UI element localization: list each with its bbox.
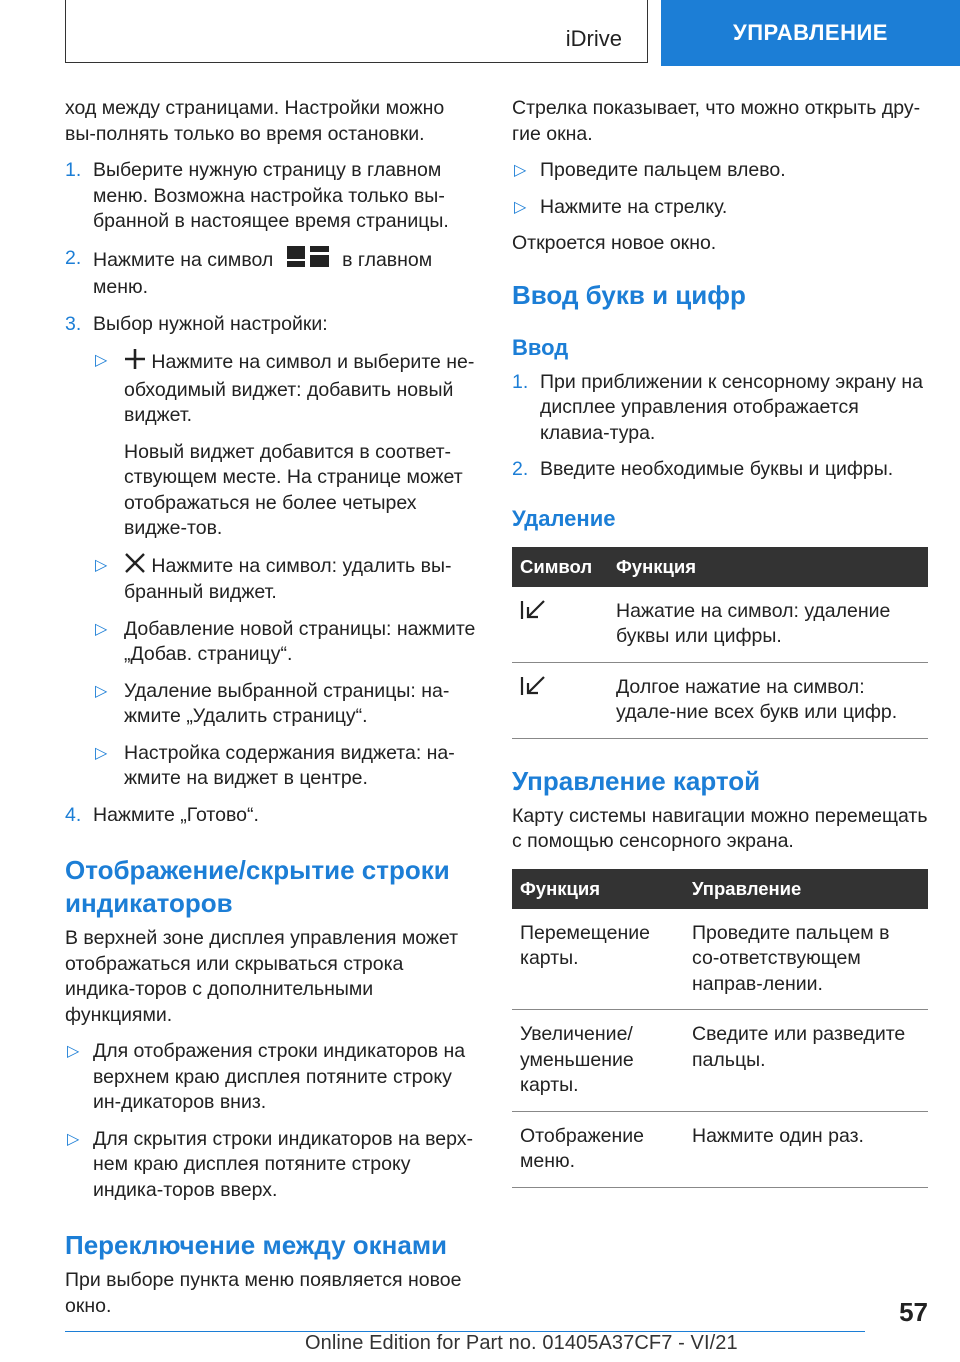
left-column: [65, 96, 477, 1330]
add-widget-note: Новый виджет добавится в соответ-ствующем месте. На странице может отображаться не более четырех видже-тов.: [124, 440, 463, 539]
backspace-icon: [520, 599, 546, 629]
symbol-cell: [512, 662, 608, 738]
table-header-function: Функция: [608, 547, 928, 587]
heading-enter: Ввод: [512, 334, 569, 360]
status-bar-paragraph: В верхней зоне дисплея управления может отображаться или скрываться строка индика-торов с дополнительными функциями.: [65, 927, 459, 1026]
bullet-delete-page: [93, 679, 477, 730]
control-cell: Сведите или разведите пальцы.: [684, 1010, 928, 1112]
step-text: Выбор нужной настройки:: [93, 312, 328, 335]
bullet-text: Нажмите на символ и выберите не-обходимый виджет: добавить новый виджет.: [124, 350, 475, 426]
enter-step-1: [512, 370, 928, 447]
close-x-icon: [124, 553, 146, 581]
table-row: [512, 1111, 928, 1187]
step-text: Нажмите „Готово“.: [93, 803, 259, 826]
step-number: 1.: [65, 159, 82, 181]
bullet-swipe-left: [512, 158, 928, 184]
step-text-before: Нажмите на символ: [93, 248, 274, 271]
step-4: [65, 803, 477, 829]
function-cell: Нажатие на символ: удаление буквы или цифры.: [608, 587, 928, 663]
step-number: 3.: [65, 312, 82, 335]
function-cell: Перемещение карты.: [512, 909, 684, 1010]
delete-table: [512, 547, 928, 739]
function-cell: Увеличение/ уменьшение карты.: [512, 1010, 684, 1112]
heading-input-letters: Ввод букв и цифр: [512, 279, 746, 310]
step-text: Введите необходимые буквы и цифры.: [540, 458, 894, 480]
footer-edition: Online Edition for Part no. 01405A37CF7 - VI/21: [305, 1332, 738, 1354]
control-cell: Нажмите один раз.: [684, 1111, 928, 1187]
map-table: [512, 869, 928, 1188]
step-3: [65, 312, 477, 792]
right-column: [512, 96, 928, 1188]
bullet-text: Нажмите на символ: удалить вы-бранный виджет.: [124, 554, 452, 603]
step-number: 4.: [65, 803, 82, 826]
step-text-after: в главном меню.: [93, 248, 433, 298]
table-row: [512, 1010, 928, 1112]
switch-windows-paragraph: При выборе пункта меню появляется новое окно.: [65, 1269, 462, 1317]
bullet-text: Настройка содержания виджета: на-жмите на виджет в центре.: [124, 741, 455, 789]
table-header-function: Функция: [512, 869, 684, 909]
bullet-tap-arrow: [512, 195, 928, 221]
table-row: [512, 909, 928, 1010]
triangle-bullet-icon: ▷: [95, 556, 108, 574]
arrow-paragraph: Стрелка показывает, что можно открыть дру-гие окна.: [512, 97, 921, 145]
table-row: [512, 662, 928, 738]
triangle-bullet-icon: ▷: [95, 352, 108, 369]
header-frame: [65, 0, 648, 63]
plus-icon: [124, 348, 146, 378]
bullet-text: Для отображения строки индикаторов на верхнем краю дисплея потяните строку ин-дикаторов вниз.: [93, 1040, 466, 1113]
bullet-text: Нажмите на стрелку.: [540, 195, 728, 218]
table-row: [512, 587, 928, 663]
enter-step-2: [512, 457, 928, 483]
heading-delete: Удаление: [512, 505, 616, 531]
bullet-text: Проведите пальцем влево.: [540, 159, 786, 181]
bullet-add-page: [93, 617, 477, 668]
triangle-bullet-icon: ▷: [95, 620, 108, 638]
page-grid-icon: [285, 246, 331, 276]
sub-list: [93, 348, 477, 792]
step-number: 1.: [512, 370, 529, 393]
triangle-bullet-icon: ▷: [95, 682, 108, 700]
table-header-control: Управление: [684, 869, 928, 909]
bullet-text: Удаление выбранной страницы: на-жмите „Удалить страницу“.: [124, 679, 450, 727]
bullet-configure-widget: [93, 741, 477, 792]
bullet-show-status: [65, 1039, 477, 1116]
function-cell: Долгое нажатие на символ: удале-ние всех букв или цифр.: [608, 662, 928, 738]
step-1: [65, 158, 477, 235]
bullet-add-widget: [93, 348, 477, 429]
map-paragraph: Карту системы навигации можно перемещать с помощью сенсорного экрана.: [512, 804, 928, 852]
bullet-hide-status: [65, 1127, 477, 1204]
triangle-bullet-icon: ▷: [67, 1130, 80, 1148]
step-number: 2.: [65, 246, 82, 269]
triangle-bullet-icon: ▷: [67, 1043, 80, 1060]
step-number: 2.: [512, 458, 529, 480]
symbol-cell: [512, 587, 608, 663]
header-section-title: iDrive: [565, 26, 622, 51]
triangle-bullet-icon: ▷: [514, 198, 527, 216]
bullet-text: Для скрытия строки индикаторов на верх-нем краю дисплея потяните строку индика-торов вверх.: [93, 1127, 473, 1201]
heading-map-control: Управление картой: [512, 765, 761, 796]
backspace-icon: [520, 675, 546, 705]
bullet-text: Добавление новой страницы: нажмите „Добав. страницу“.: [124, 617, 476, 665]
intro-paragraph: ход между страницами. Настройки можно вы-полнять только во время остановки.: [65, 97, 445, 145]
table-header-symbol: Символ: [512, 547, 608, 587]
page-number: 57: [899, 1297, 928, 1327]
heading-status-bar: Отображение/скрытие строки индикаторов: [65, 855, 450, 918]
heading-switch-windows: Переключение между окнами: [65, 1230, 448, 1260]
new-window-paragraph: Откроется новое окно.: [512, 232, 717, 254]
bullet-delete-widget: [93, 553, 477, 606]
control-cell: Проведите пальцем в со-ответствующем направ-лении.: [684, 909, 928, 1010]
triangle-bullet-icon: ▷: [514, 162, 527, 179]
header-chapter-tab[interactable]: УПРАВЛЕНИЕ: [661, 0, 960, 66]
triangle-bullet-icon: ▷: [95, 744, 108, 762]
step-2: [65, 246, 477, 301]
step-text: При приближении к сенсорному экрану на дисплее управления отображается клавиа-тура.: [540, 370, 923, 444]
step-text: Выберите нужную страницу в главном меню. Возможна настройка только вы-бранной в настоящее время страницы.: [93, 159, 449, 232]
function-cell: Отображение меню.: [512, 1111, 684, 1187]
